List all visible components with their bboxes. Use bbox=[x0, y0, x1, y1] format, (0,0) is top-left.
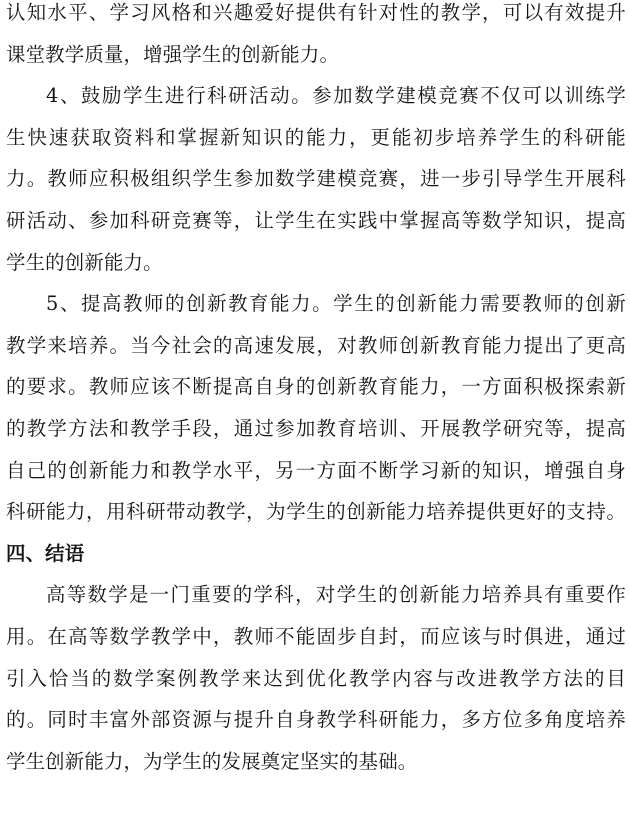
text-line: 的。同时丰富外部资源与提升自身教学科研能力，多方位多角度培养 bbox=[6, 708, 626, 732]
text-line: 用。在高等数学教学中，教师不能固步自封，而应该与时俱进，通过 bbox=[6, 624, 626, 648]
text-line: 课堂教学质量，增强学生的创新能力。 bbox=[6, 42, 340, 66]
paragraph-start-line: 高等数学是一门重要的学科，对学生的创新能力培养具有重要作 bbox=[46, 583, 626, 607]
text-line: 学生创新能力，为学生的发展奠定坚实的基础。 bbox=[6, 749, 418, 773]
text-line: 学生的创新能力。 bbox=[6, 250, 163, 274]
paragraph-start-line: 4、鼓励学生进行科研活动。参加数学建模竞赛不仅可以训练学 bbox=[46, 84, 626, 108]
text-line: 自己的创新能力和教学水平，另一方面不断学习新的知识，增强自身 bbox=[6, 458, 626, 482]
text-line: 的要求。教师应该不断提高自身的创新教育能力，一方面积极探索新 bbox=[6, 375, 626, 399]
text-line: 认知水平、学习风格和兴趣爱好提供有针对性的教学，可以有效提升 bbox=[6, 1, 626, 24]
text-line: 的教学方法和教学手段，通过参加教育培训、开展教学研究等，提高 bbox=[6, 416, 626, 440]
paragraph-start-line: 5、提高教师的创新教育能力。学生的创新能力需要教师的创新 bbox=[46, 292, 626, 316]
text-line: 生快速获取资料和掌握新知识的能力，更能初步培养学生的科研能 bbox=[6, 125, 626, 149]
text-line: 引入恰当的数学案例教学来达到优化教学内容与改进教学方法的目 bbox=[6, 666, 626, 690]
text-line: 研活动、参加科研竞赛等，让学生在实践中掌握高等数学知识，提高 bbox=[6, 208, 626, 232]
section-heading: 四、结语 bbox=[6, 541, 85, 565]
text-line: 教学来培养。当今社会的高速发展，对教师创新教育能力提出了更高 bbox=[6, 333, 626, 357]
text-line: 科研能力，用科研带动教学，为学生的创新能力培养提供更好的支持。 bbox=[6, 500, 626, 524]
text-line: 力。教师应积极组织学生参加数学建模竞赛，进一步引导学生开展科 bbox=[6, 167, 626, 191]
